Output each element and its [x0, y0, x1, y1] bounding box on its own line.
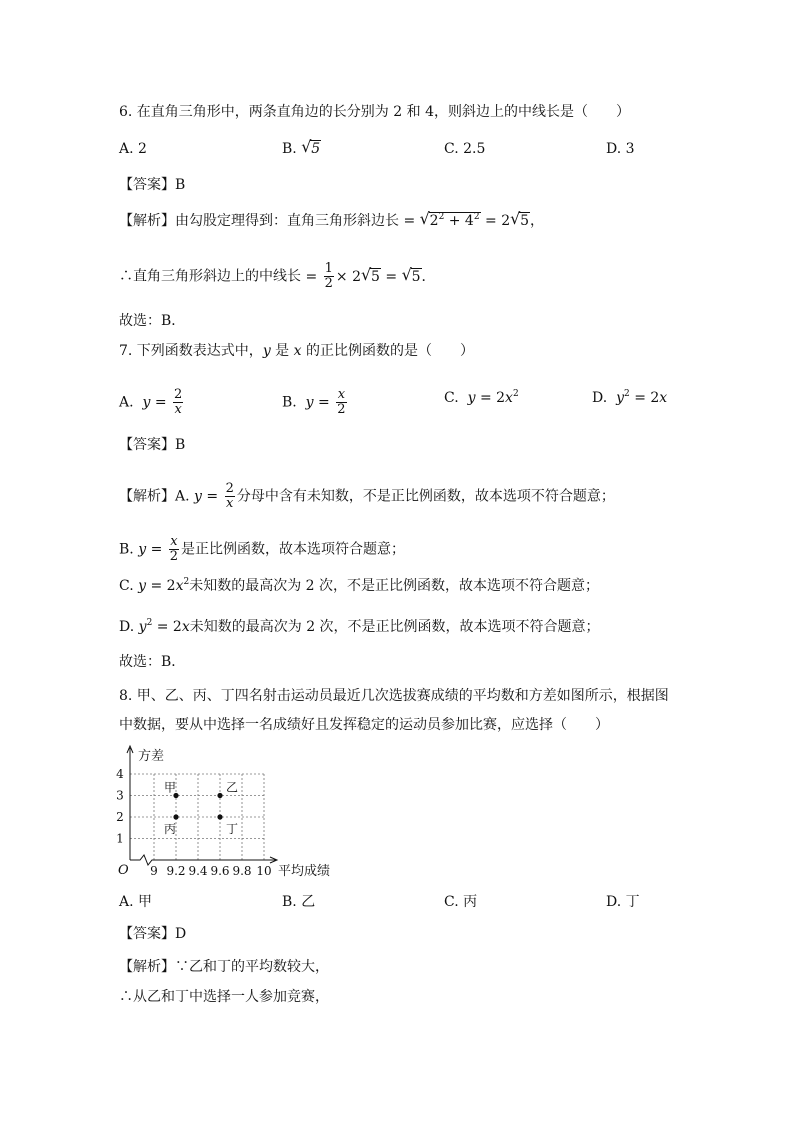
- chart-points: [164, 781, 238, 837]
- q6-analysis-line2-text: ∴直角三角形斜边上的中线长: [119, 268, 301, 285]
- q6-option-b-label: B.: [282, 141, 297, 157]
- q6-option-b-sqrt: √ 5: [301, 137, 321, 157]
- q7-option-d: D. $y^2 = 2x$: [592, 389, 668, 406]
- q7-analysis-d: D. $y^2 = 2x$未知数的最高次为 2 次，不是正比例函数，故本选项不符合题意；: [119, 618, 600, 635]
- q8-option-c: C. 丙: [444, 894, 478, 910]
- y-axis-label: 方差: [138, 749, 165, 764]
- q8-stem-line2: 中数据，要从中选择一名成绩好且发挥稳定的运动员参加比赛，应选择（ ）: [119, 717, 609, 733]
- x-tick-label: 9.8: [232, 864, 252, 878]
- q7-analysis-c: C. $y = 2x^2$未知数的最高次为 2 次，不是正比例函数，故本选项不符合题意；: [119, 577, 600, 594]
- variance-mean-chart: [110, 742, 350, 882]
- q6-analysis-line1-text: 由勾股定理得到：直角三角形斜边长: [175, 213, 399, 229]
- data-point-label: 甲: [163, 780, 177, 795]
- q7-answer: 【答案】B: [119, 437, 186, 453]
- q6-stem: 6. 在直角三角形中，两条直角边的长分别为 2 和 4，则斜边上的中线长是（ ）: [119, 104, 630, 120]
- q8-stem-line1: 8. 甲、乙、丙、丁四名射击运动员最近几次选拔赛成绩的平均数和方差如图所示，根据图: [119, 688, 669, 704]
- q7-option-b: B. y = $\frac{x}{2}$: [282, 387, 346, 417]
- q6-option-b: [282, 139, 321, 159]
- q6-analysis-label: 【解析】: [119, 213, 175, 229]
- origin-label: O: [118, 863, 129, 878]
- data-point-label: 丁: [225, 822, 239, 836]
- q8-analysis-line1: 【解析】∵乙和丁的平均数较大，: [119, 959, 329, 975]
- q8-analysis-line2: ∴从乙和丁中选择一人参加竞赛，: [119, 989, 329, 1005]
- q7-stem: 7. 下列函数表达式中，y 是 x 的正比例函数的是（ ）: [119, 343, 474, 359]
- q6-analysis-line2: [119, 262, 436, 291]
- chart-ticks: [116, 767, 271, 878]
- q7-option-c: C. $y = 2x^2$: [444, 389, 519, 406]
- q8-option-d: D. 丁: [606, 894, 640, 910]
- y-tick-label: 2: [116, 810, 124, 824]
- x-tick-label: 10: [256, 864, 272, 878]
- data-point: [217, 814, 222, 819]
- y-tick-label: 1: [116, 831, 124, 846]
- q8-answer: 【答案】D: [119, 926, 187, 942]
- q6-analysis-line2-math: = $\frac{1}{2}$ × 2 √ 5 = √ 5．: [305, 261, 436, 291]
- q7-conclusion: 故选：B．: [119, 654, 186, 670]
- x-tick-label: 9.6: [210, 864, 230, 878]
- q6-analysis-line1-math: = √ $2^2 + 4^2 = 2$ √ 5，: [403, 209, 545, 229]
- q6-analysis-line1: [119, 211, 544, 231]
- data-point-label: 乙: [225, 780, 239, 795]
- q6-answer: 【答案】B: [119, 177, 186, 193]
- chart-axes: [118, 746, 330, 879]
- data-point-label: 丙: [163, 822, 177, 836]
- q6-option-a: A. 2: [119, 141, 147, 157]
- data-point: [173, 814, 178, 819]
- q7-analysis-a: 【解析】A. y = $\frac{2}{x}$ 分母中含有未知数，不是正比例函数，故本选项不符合题意；: [119, 481, 615, 511]
- q8-option-a: A. 甲: [119, 894, 153, 910]
- q8-option-b: B. 乙: [282, 894, 316, 910]
- x-axis-label: 平均成绩: [278, 864, 331, 879]
- data-point: [217, 793, 222, 798]
- x-tick-label: 9.2: [166, 864, 186, 878]
- x-tick-label: 9: [150, 864, 158, 878]
- q6-conclusion: 故选：B．: [119, 313, 186, 329]
- y-tick-label: 3: [116, 788, 124, 803]
- q6-option-d: D. 3: [606, 141, 635, 157]
- q7-option-a: A. y = $\frac{2}{x}$: [119, 387, 183, 417]
- y-tick-label: 4: [116, 767, 124, 781]
- chart-grid: [130, 774, 264, 860]
- q6-option-c: C. 2.5: [444, 141, 486, 157]
- q7-analysis-b: B. y = $\frac{x}{2}$ 是正比例函数，故本选项符合题意；: [119, 534, 406, 564]
- x-tick-label: 9.4: [188, 864, 208, 878]
